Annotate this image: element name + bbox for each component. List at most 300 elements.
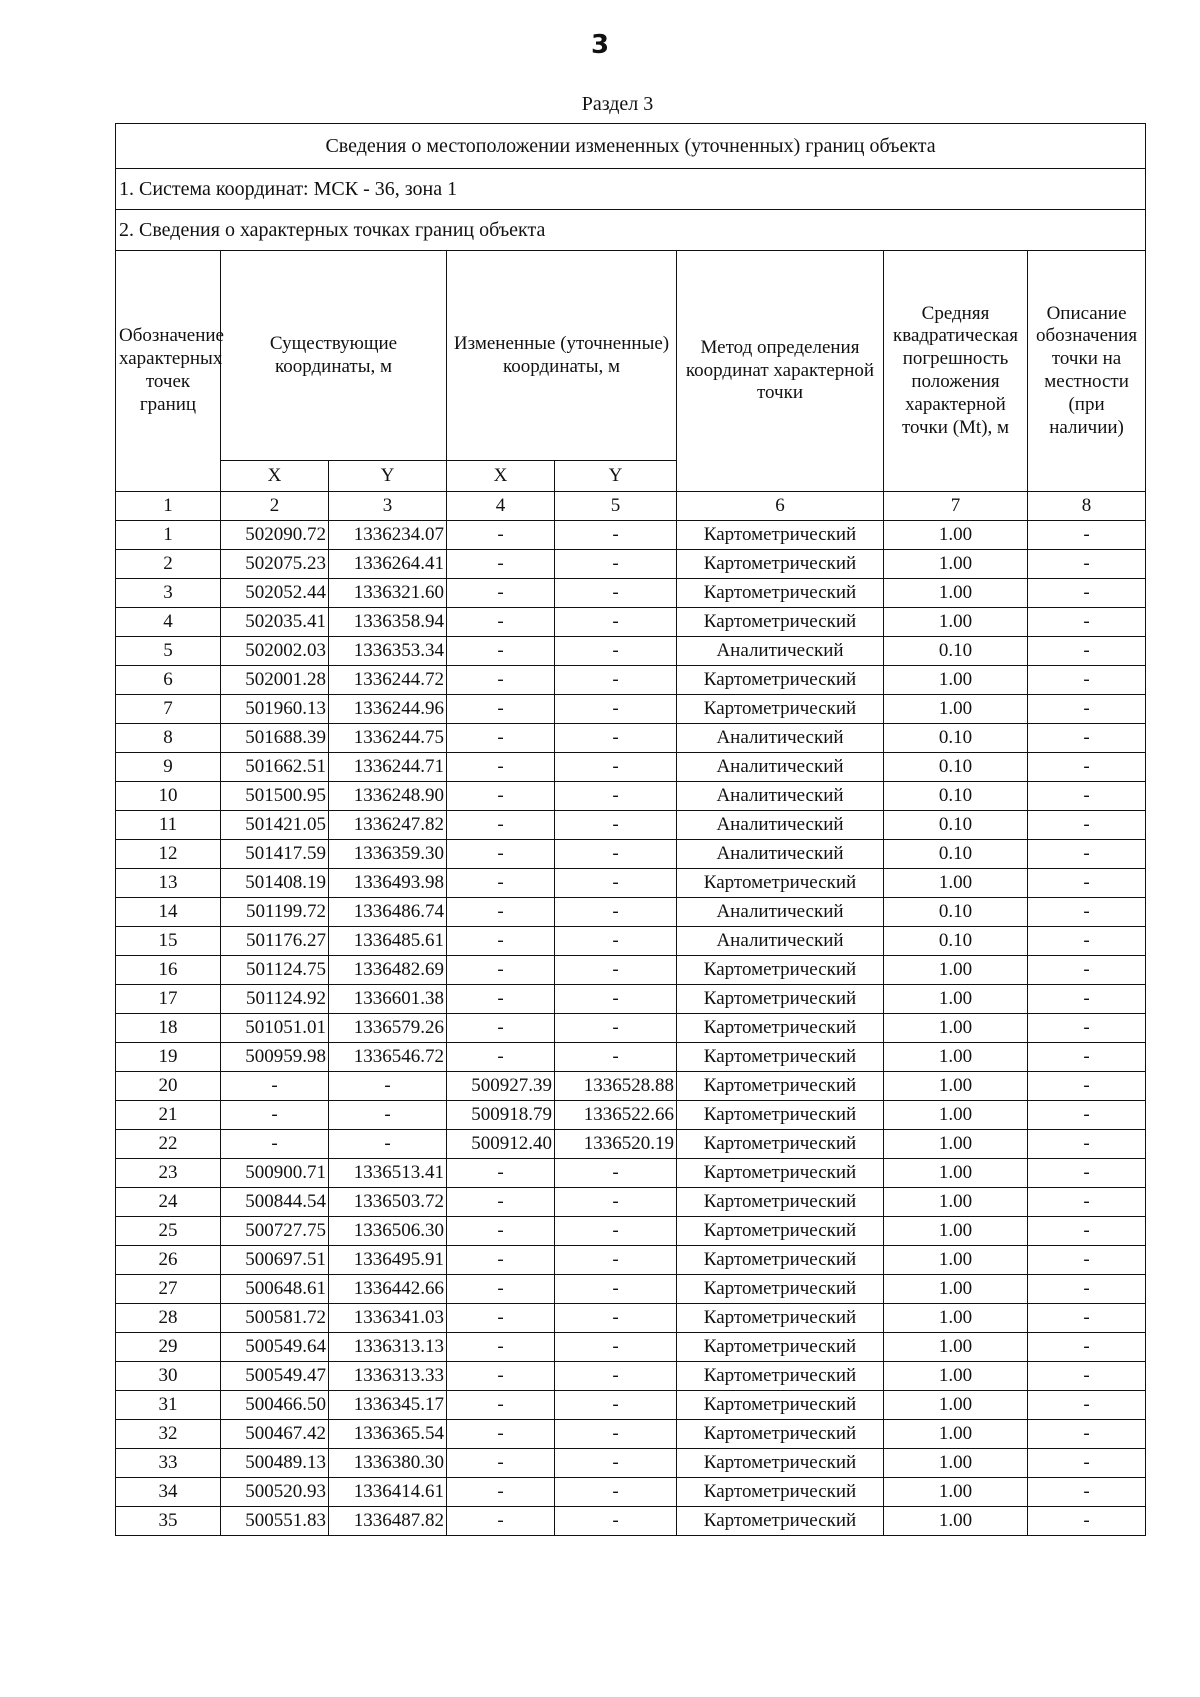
existing-y-cell: 1336513.41 <box>329 1159 447 1188</box>
changed-y-cell: - <box>555 1449 677 1478</box>
error-cell: 0.10 <box>884 840 1028 869</box>
column-number: 3 <box>329 492 447 521</box>
existing-x-cell: 500549.47 <box>221 1362 329 1391</box>
point-id-cell: 34 <box>116 1478 221 1507</box>
error-cell: 0.10 <box>884 753 1028 782</box>
point-id-cell: 21 <box>116 1101 221 1130</box>
table-row <box>116 1304 1146 1333</box>
error-cell: 1.00 <box>884 1391 1028 1420</box>
description-cell: - <box>1028 1043 1146 1072</box>
table-body <box>116 521 1146 1536</box>
existing-y-cell: 1336503.72 <box>329 1188 447 1217</box>
description-cell: - <box>1028 753 1146 782</box>
existing-x-cell: 501199.72 <box>221 898 329 927</box>
existing-x-cell: 500467.42 <box>221 1420 329 1449</box>
method-cell: Картометрический <box>677 869 884 898</box>
error-cell: 0.10 <box>884 782 1028 811</box>
existing-y-cell: 1336506.30 <box>329 1217 447 1246</box>
changed-x-cell: - <box>447 1362 555 1391</box>
point-id-cell: 9 <box>116 753 221 782</box>
existing-y-cell: 1336487.82 <box>329 1507 447 1536</box>
header-changed-coords: Измененные (уточненные) координаты, м <box>447 251 677 461</box>
method-cell: Картометрический <box>677 1014 884 1043</box>
error-cell: 0.10 <box>884 927 1028 956</box>
existing-y-cell: 1336244.75 <box>329 724 447 753</box>
changed-x-cell: - <box>447 1420 555 1449</box>
description-cell: - <box>1028 1275 1146 1304</box>
error-cell: 1.00 <box>884 1217 1028 1246</box>
error-cell: 0.10 <box>884 811 1028 840</box>
column-number: 8 <box>1028 492 1146 521</box>
description-cell: - <box>1028 927 1146 956</box>
changed-y-cell: - <box>555 1391 677 1420</box>
method-cell: Картометрический <box>677 1391 884 1420</box>
changed-x-cell: - <box>447 579 555 608</box>
existing-x-cell: 501960.13 <box>221 695 329 724</box>
header-changed-x: X <box>447 461 555 492</box>
existing-y-cell: 1336482.69 <box>329 956 447 985</box>
existing-x-cell: 500549.64 <box>221 1333 329 1362</box>
existing-y-cell: 1336244.72 <box>329 666 447 695</box>
existing-x-cell: 500900.71 <box>221 1159 329 1188</box>
description-cell: - <box>1028 1391 1146 1420</box>
existing-x-cell: 500697.51 <box>221 1246 329 1275</box>
changed-x-cell: - <box>447 1043 555 1072</box>
existing-y-cell: 1336442.66 <box>329 1275 447 1304</box>
point-id-cell: 27 <box>116 1275 221 1304</box>
column-number-row <box>116 492 1146 521</box>
method-cell: Картометрический <box>677 608 884 637</box>
changed-y-cell: - <box>555 1275 677 1304</box>
existing-y-cell: 1336414.61 <box>329 1478 447 1507</box>
existing-y-cell: - <box>329 1101 447 1130</box>
method-cell: Картометрический <box>677 1275 884 1304</box>
existing-y-cell: 1336579.26 <box>329 1014 447 1043</box>
table-row <box>116 811 1146 840</box>
description-cell: - <box>1028 811 1146 840</box>
error-cell: 1.00 <box>884 521 1028 550</box>
point-id-cell: 1 <box>116 521 221 550</box>
method-cell: Картометрический <box>677 1246 884 1275</box>
existing-x-cell: 500581.72 <box>221 1304 329 1333</box>
table-row <box>116 521 1146 550</box>
table-row <box>116 840 1146 869</box>
existing-x-cell: 500648.61 <box>221 1275 329 1304</box>
method-cell: Картометрический <box>677 1507 884 1536</box>
changed-x-cell: - <box>447 521 555 550</box>
changed-x-cell: - <box>447 1188 555 1217</box>
changed-y-cell: - <box>555 1246 677 1275</box>
method-cell: Картометрический <box>677 695 884 724</box>
changed-x-cell: - <box>447 550 555 579</box>
changed-y-cell: - <box>555 1478 677 1507</box>
method-cell: Аналитический <box>677 898 884 927</box>
changed-x-cell: - <box>447 840 555 869</box>
error-cell: 1.00 <box>884 1101 1028 1130</box>
page-number: 3 <box>590 30 610 60</box>
table-row <box>116 1362 1146 1391</box>
description-cell: - <box>1028 1217 1146 1246</box>
error-cell: 0.10 <box>884 724 1028 753</box>
point-id-cell: 7 <box>116 695 221 724</box>
changed-x-cell: 500912.40 <box>447 1130 555 1159</box>
changed-y-cell: - <box>555 753 677 782</box>
description-cell: - <box>1028 1014 1146 1043</box>
description-cell: - <box>1028 637 1146 666</box>
header-existing-x: X <box>221 461 329 492</box>
existing-x-cell: 500466.50 <box>221 1391 329 1420</box>
point-id-cell: 22 <box>116 1130 221 1159</box>
header-changed-y: Y <box>555 461 677 492</box>
table-row <box>116 1043 1146 1072</box>
error-cell: 1.00 <box>884 1507 1028 1536</box>
error-cell: 1.00 <box>884 666 1028 695</box>
description-cell: - <box>1028 1478 1146 1507</box>
changed-y-cell: - <box>555 1420 677 1449</box>
point-id-cell: 19 <box>116 1043 221 1072</box>
changed-y-cell: - <box>555 695 677 724</box>
error-cell: 1.00 <box>884 985 1028 1014</box>
table-row <box>116 1188 1146 1217</box>
existing-y-cell: 1336313.33 <box>329 1362 447 1391</box>
changed-y-cell: - <box>555 985 677 1014</box>
column-number: 4 <box>447 492 555 521</box>
table-row <box>116 579 1146 608</box>
changed-x-cell: - <box>447 1478 555 1507</box>
description-cell: - <box>1028 1130 1146 1159</box>
changed-x-cell: - <box>447 1275 555 1304</box>
existing-y-cell: 1336493.98 <box>329 869 447 898</box>
error-cell: 1.00 <box>884 1449 1028 1478</box>
method-cell: Картометрический <box>677 1420 884 1449</box>
table-row <box>116 550 1146 579</box>
column-number: 5 <box>555 492 677 521</box>
table-row <box>116 898 1146 927</box>
table-row <box>116 1391 1146 1420</box>
error-cell: 1.00 <box>884 1275 1028 1304</box>
changed-y-cell: - <box>555 1333 677 1362</box>
changed-x-cell: - <box>447 608 555 637</box>
existing-x-cell: - <box>221 1130 329 1159</box>
changed-y-cell: - <box>555 637 677 666</box>
existing-y-cell: 1336495.91 <box>329 1246 447 1275</box>
method-cell: Аналитический <box>677 840 884 869</box>
error-cell: 1.00 <box>884 1304 1028 1333</box>
point-id-cell: 25 <box>116 1217 221 1246</box>
description-cell: - <box>1028 521 1146 550</box>
method-cell: Аналитический <box>677 811 884 840</box>
changed-y-cell: - <box>555 1304 677 1333</box>
table-row <box>116 782 1146 811</box>
table-row <box>116 1420 1146 1449</box>
table-row <box>116 869 1146 898</box>
method-cell: Картометрический <box>677 1478 884 1507</box>
error-cell: 1.00 <box>884 1420 1028 1449</box>
changed-y-cell: - <box>555 898 677 927</box>
table-row <box>116 1507 1146 1536</box>
error-cell: 1.00 <box>884 1072 1028 1101</box>
existing-x-cell: 501688.39 <box>221 724 329 753</box>
table-row <box>116 1246 1146 1275</box>
changed-y-cell: - <box>555 811 677 840</box>
description-cell: - <box>1028 666 1146 695</box>
method-cell: Картометрический <box>677 1304 884 1333</box>
description-cell: - <box>1028 956 1146 985</box>
error-cell: 1.00 <box>884 1043 1028 1072</box>
existing-x-cell: 500489.13 <box>221 1449 329 1478</box>
error-cell: 0.10 <box>884 637 1028 666</box>
error-cell: 1.00 <box>884 608 1028 637</box>
existing-y-cell: 1336234.07 <box>329 521 447 550</box>
table-row <box>116 1333 1146 1362</box>
method-cell: Картометрический <box>677 1449 884 1478</box>
error-cell: 1.00 <box>884 695 1028 724</box>
table-row <box>116 1130 1146 1159</box>
column-number: 7 <box>884 492 1028 521</box>
existing-x-cell: 501417.59 <box>221 840 329 869</box>
description-cell: - <box>1028 1449 1146 1478</box>
table-row <box>116 637 1146 666</box>
method-cell: Картометрический <box>677 1043 884 1072</box>
description-cell: - <box>1028 1246 1146 1275</box>
point-id-cell: 26 <box>116 1246 221 1275</box>
existing-y-cell: 1336244.71 <box>329 753 447 782</box>
table-row <box>116 1072 1146 1101</box>
method-cell: Картометрический <box>677 1101 884 1130</box>
changed-x-cell: - <box>447 724 555 753</box>
description-cell: - <box>1028 898 1146 927</box>
existing-y-cell: 1336546.72 <box>329 1043 447 1072</box>
existing-x-cell: 502001.28 <box>221 666 329 695</box>
existing-x-cell: - <box>221 1072 329 1101</box>
changed-x-cell: - <box>447 695 555 724</box>
method-cell: Картометрический <box>677 666 884 695</box>
changed-x-cell: - <box>447 1246 555 1275</box>
existing-x-cell: 502035.41 <box>221 608 329 637</box>
table-row <box>116 1217 1146 1246</box>
point-id-cell: 20 <box>116 1072 221 1101</box>
existing-y-cell: 1336248.90 <box>329 782 447 811</box>
point-id-cell: 29 <box>116 1333 221 1362</box>
changed-x-cell: - <box>447 956 555 985</box>
error-cell: 1.00 <box>884 1362 1028 1391</box>
point-id-cell: 32 <box>116 1420 221 1449</box>
method-cell: Картометрический <box>677 579 884 608</box>
changed-x-cell: - <box>447 927 555 956</box>
table-title: Сведения о местоположении измененных (уточненных) границ объекта <box>116 124 1146 169</box>
existing-x-cell: 501662.51 <box>221 753 329 782</box>
point-id-cell: 16 <box>116 956 221 985</box>
point-id-cell: 30 <box>116 1362 221 1391</box>
points-heading: 2. Сведения о характерных точках границ объекта <box>116 210 1146 251</box>
point-id-cell: 17 <box>116 985 221 1014</box>
column-number: 2 <box>221 492 329 521</box>
changed-y-cell: - <box>555 550 677 579</box>
error-cell: 1.00 <box>884 1246 1028 1275</box>
changed-x-cell: - <box>447 637 555 666</box>
table-row <box>116 724 1146 753</box>
existing-y-cell: 1336313.13 <box>329 1333 447 1362</box>
point-id-cell: 8 <box>116 724 221 753</box>
error-cell: 1.00 <box>884 1014 1028 1043</box>
changed-x-cell: - <box>447 1507 555 1536</box>
existing-x-cell: 501124.92 <box>221 985 329 1014</box>
existing-y-cell: 1336359.30 <box>329 840 447 869</box>
header-point: Обозначение характерных точек границ <box>116 251 221 492</box>
point-id-cell: 12 <box>116 840 221 869</box>
method-cell: Картометрический <box>677 1072 884 1101</box>
description-cell: - <box>1028 1333 1146 1362</box>
table-row <box>116 608 1146 637</box>
table-row <box>116 666 1146 695</box>
error-cell: 1.00 <box>884 956 1028 985</box>
changed-x-cell: - <box>447 811 555 840</box>
column-number: 6 <box>677 492 884 521</box>
description-cell: - <box>1028 985 1146 1014</box>
description-cell: - <box>1028 550 1146 579</box>
existing-y-cell: 1336353.34 <box>329 637 447 666</box>
existing-y-cell: 1336485.61 <box>329 927 447 956</box>
point-id-cell: 18 <box>116 1014 221 1043</box>
point-id-cell: 3 <box>116 579 221 608</box>
changed-y-cell: - <box>555 1362 677 1391</box>
description-cell: - <box>1028 724 1146 753</box>
method-cell: Картометрический <box>677 1159 884 1188</box>
point-id-cell: 35 <box>116 1507 221 1536</box>
table-row <box>116 753 1146 782</box>
existing-x-cell: 502052.44 <box>221 579 329 608</box>
changed-y-cell: - <box>555 956 677 985</box>
changed-y-cell: - <box>555 1043 677 1072</box>
existing-x-cell: 502075.23 <box>221 550 329 579</box>
changed-y-cell: - <box>555 840 677 869</box>
boundary-points-table <box>115 123 1146 1536</box>
changed-y-cell: - <box>555 666 677 695</box>
error-cell: 1.00 <box>884 1333 1028 1362</box>
error-cell: 1.00 <box>884 1130 1028 1159</box>
point-id-cell: 23 <box>116 1159 221 1188</box>
existing-x-cell: 501500.95 <box>221 782 329 811</box>
existing-x-cell: 500727.75 <box>221 1217 329 1246</box>
existing-x-cell: - <box>221 1101 329 1130</box>
changed-x-cell: - <box>447 985 555 1014</box>
error-cell: 1.00 <box>884 869 1028 898</box>
method-cell: Картометрический <box>677 550 884 579</box>
changed-y-cell: - <box>555 724 677 753</box>
error-cell: 1.00 <box>884 1159 1028 1188</box>
changed-y-cell: - <box>555 927 677 956</box>
existing-x-cell: 500959.98 <box>221 1043 329 1072</box>
changed-y-cell: 1336520.19 <box>555 1130 677 1159</box>
changed-y-cell: 1336528.88 <box>555 1072 677 1101</box>
changed-y-cell: - <box>555 521 677 550</box>
point-id-cell: 28 <box>116 1304 221 1333</box>
changed-y-cell: - <box>555 869 677 898</box>
method-cell: Картометрический <box>677 1362 884 1391</box>
table-row <box>116 985 1146 1014</box>
point-id-cell: 2 <box>116 550 221 579</box>
description-cell: - <box>1028 782 1146 811</box>
point-id-cell: 4 <box>116 608 221 637</box>
method-cell: Картометрический <box>677 1130 884 1159</box>
table-row <box>116 1159 1146 1188</box>
existing-x-cell: 501408.19 <box>221 869 329 898</box>
description-cell: - <box>1028 869 1146 898</box>
error-cell: 1.00 <box>884 550 1028 579</box>
point-id-cell: 10 <box>116 782 221 811</box>
table-row <box>116 695 1146 724</box>
error-cell: 1.00 <box>884 579 1028 608</box>
header-description: Описание обозначения точки на местности (при наличии) <box>1028 251 1146 492</box>
existing-x-cell: 501124.75 <box>221 956 329 985</box>
changed-x-cell: - <box>447 666 555 695</box>
existing-x-cell: 501421.05 <box>221 811 329 840</box>
description-cell: - <box>1028 1072 1146 1101</box>
section-label: Раздел 3 <box>581 93 654 115</box>
existing-x-cell: 501176.27 <box>221 927 329 956</box>
table-row <box>116 927 1146 956</box>
method-cell: Аналитический <box>677 724 884 753</box>
changed-x-cell: - <box>447 1333 555 1362</box>
changed-y-cell: - <box>555 782 677 811</box>
changed-x-cell: 500918.79 <box>447 1101 555 1130</box>
method-cell: Картометрический <box>677 521 884 550</box>
table-row <box>116 1275 1146 1304</box>
existing-x-cell: 501051.01 <box>221 1014 329 1043</box>
existing-x-cell: 500520.93 <box>221 1478 329 1507</box>
changed-x-cell: - <box>447 1449 555 1478</box>
changed-x-cell: - <box>447 1391 555 1420</box>
existing-y-cell: 1336244.96 <box>329 695 447 724</box>
existing-y-cell: 1336264.41 <box>329 550 447 579</box>
changed-x-cell: - <box>447 1217 555 1246</box>
existing-y-cell: - <box>329 1130 447 1159</box>
existing-x-cell: 502090.72 <box>221 521 329 550</box>
changed-x-cell: 500927.39 <box>447 1072 555 1101</box>
description-cell: - <box>1028 1362 1146 1391</box>
changed-x-cell: - <box>447 1159 555 1188</box>
point-id-cell: 24 <box>116 1188 221 1217</box>
header-existing-coords: Существующие координаты, м <box>221 251 447 461</box>
existing-y-cell: 1336601.38 <box>329 985 447 1014</box>
changed-y-cell: - <box>555 579 677 608</box>
changed-y-cell: - <box>555 1217 677 1246</box>
method-cell: Картометрический <box>677 956 884 985</box>
changed-y-cell: 1336522.66 <box>555 1101 677 1130</box>
description-cell: - <box>1028 579 1146 608</box>
method-cell: Аналитический <box>677 753 884 782</box>
coordinate-system: 1. Система координат: МСК - 36, зона 1 <box>116 169 1146 210</box>
description-cell: - <box>1028 840 1146 869</box>
changed-x-cell: - <box>447 782 555 811</box>
description-cell: - <box>1028 1159 1146 1188</box>
existing-y-cell: 1336345.17 <box>329 1391 447 1420</box>
changed-y-cell: - <box>555 1188 677 1217</box>
table-row <box>116 1478 1146 1507</box>
existing-y-cell: 1336321.60 <box>329 579 447 608</box>
changed-x-cell: - <box>447 898 555 927</box>
error-cell: 1.00 <box>884 1188 1028 1217</box>
method-cell: Картометрический <box>677 1217 884 1246</box>
existing-y-cell: 1336247.82 <box>329 811 447 840</box>
changed-y-cell: - <box>555 608 677 637</box>
changed-x-cell: - <box>447 1014 555 1043</box>
description-cell: - <box>1028 1420 1146 1449</box>
error-cell: 1.00 <box>884 1478 1028 1507</box>
header-existing-y: Y <box>329 461 447 492</box>
description-cell: - <box>1028 1188 1146 1217</box>
column-number: 1 <box>116 492 221 521</box>
